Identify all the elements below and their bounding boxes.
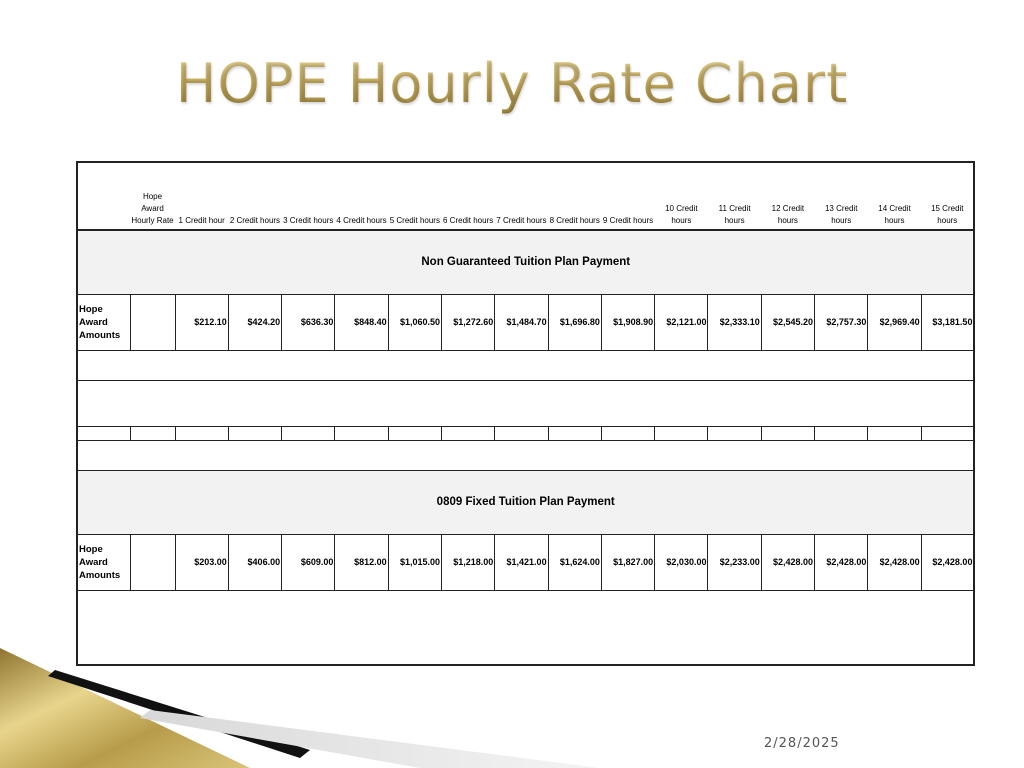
amount-cell: $1,421.00 <box>495 534 548 590</box>
amounts-row <box>77 294 974 350</box>
spacer-cell <box>708 426 761 440</box>
spacer-cell <box>921 426 974 440</box>
amount-cell: $848.40 <box>335 294 388 350</box>
amount-cell: $1,696.80 <box>548 294 601 350</box>
amounts-row <box>77 534 974 590</box>
spacer-cell <box>441 426 494 440</box>
amount-cell: $406.00 <box>228 534 281 590</box>
header-col-10: 10 Credit hours <box>655 162 708 230</box>
spacer-cell <box>601 426 654 440</box>
amount-cell: $1,218.00 <box>441 534 494 590</box>
amount-cell: $1,624.00 <box>548 534 601 590</box>
header-col-5: 5 Credit hours <box>388 162 441 230</box>
amount-cell: $212.10 <box>175 294 228 350</box>
spacer-cell <box>228 426 281 440</box>
rate-cell <box>130 534 175 590</box>
blank-cell <box>77 590 974 665</box>
spacer-cell <box>335 426 388 440</box>
header-col-7: 7 Credit hours <box>495 162 548 230</box>
spacer-row <box>77 426 974 440</box>
amount-cell: $2,969.40 <box>868 294 921 350</box>
amount-cell: $2,428.00 <box>921 534 974 590</box>
header-col-3: 3 Credit hours <box>282 162 335 230</box>
hope-rate-table <box>76 161 975 666</box>
blank-cell <box>77 440 974 470</box>
header-col-6: 6 Credit hours <box>441 162 494 230</box>
amount-cell: $2,333.10 <box>708 294 761 350</box>
black-stripe <box>48 670 310 758</box>
amount-cell: $609.00 <box>282 534 335 590</box>
header-col-15: 15 Credit hours <box>921 162 974 230</box>
amount-cell: $2,121.00 <box>655 294 708 350</box>
spacer-cell <box>388 426 441 440</box>
row-label: Hope Award Amounts <box>77 294 130 350</box>
rate-cell <box>130 294 175 350</box>
amount-cell: $1,827.00 <box>601 534 654 590</box>
spacer-cell <box>761 426 814 440</box>
spacer-cell <box>548 426 601 440</box>
gold-stripe <box>0 648 250 768</box>
blank-row <box>77 350 974 380</box>
header-row <box>77 162 974 230</box>
blank-row <box>77 380 974 426</box>
header-col-12: 12 Credit hours <box>761 162 814 230</box>
spacer-cell <box>282 426 335 440</box>
header-corner <box>77 162 130 230</box>
header-col-14: 14 Credit hours <box>868 162 921 230</box>
header-col-13: 13 Credit hours <box>815 162 868 230</box>
section-title-fixed: 0809 Fixed Tuition Plan Payment <box>77 470 974 534</box>
amount-cell: $2,428.00 <box>815 534 868 590</box>
spacer-cell <box>815 426 868 440</box>
amount-cell: $424.20 <box>228 294 281 350</box>
amount-cell: $2,233.00 <box>708 534 761 590</box>
amount-cell: $812.00 <box>335 534 388 590</box>
amount-cell: $1,015.00 <box>388 534 441 590</box>
header-col-2: 2 Credit hours <box>228 162 281 230</box>
section-title-row <box>77 230 974 294</box>
spacer-cell <box>175 426 228 440</box>
amount-cell: $1,484.70 <box>495 294 548 350</box>
blank-cell <box>77 380 974 426</box>
blank-row <box>77 590 974 665</box>
spacer-cell <box>868 426 921 440</box>
header-col-9: 9 Credit hours <box>601 162 654 230</box>
amount-cell: $2,428.00 <box>761 534 814 590</box>
spacer-cell <box>655 426 708 440</box>
amount-cell: $2,545.20 <box>761 294 814 350</box>
spacer-cell <box>495 426 548 440</box>
amount-cell: $1,908.90 <box>601 294 654 350</box>
spacer-cell <box>77 426 130 440</box>
amount-cell: $2,757.30 <box>815 294 868 350</box>
slide-title: HOPE Hourly Rate Chart <box>0 52 1024 115</box>
blank-row <box>77 440 974 470</box>
amount-cell: $1,272.60 <box>441 294 494 350</box>
spacer-cell <box>130 426 175 440</box>
amount-cell: $2,428.00 <box>868 534 921 590</box>
section-title-non-guaranteed: Non Guaranteed Tuition Plan Payment <box>77 230 974 294</box>
amount-cell: $203.00 <box>175 534 228 590</box>
header-col-8: 8 Credit hours <box>548 162 601 230</box>
amount-cell: $2,030.00 <box>655 534 708 590</box>
slide-date: 2/28/2025 <box>764 736 840 751</box>
amount-cell: $3,181.50 <box>921 294 974 350</box>
row-label: Hope Award Amounts <box>77 534 130 590</box>
blank-cell <box>77 350 974 380</box>
header-col-11: 11 Credit hours <box>708 162 761 230</box>
header-col-4: 4 Credit hours <box>335 162 388 230</box>
amount-cell: $1,060.50 <box>388 294 441 350</box>
header-rate-label: Hope Award Hourly Rate <box>130 162 175 230</box>
silver-stripe <box>140 710 600 768</box>
section-title-row <box>77 470 974 534</box>
header-col-1: 1 Credit hour <box>175 162 228 230</box>
amount-cell: $636.30 <box>282 294 335 350</box>
